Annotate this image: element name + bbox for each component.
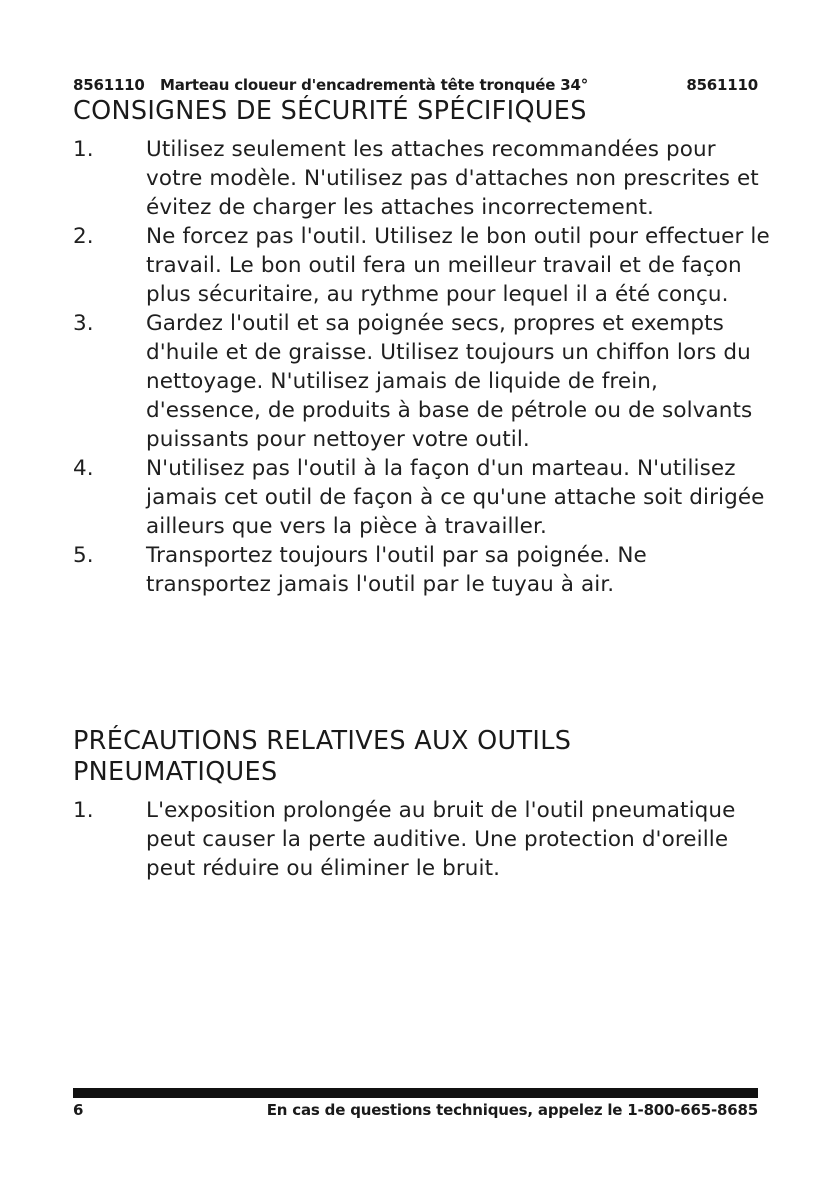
list-item <box>73 541 773 599</box>
list-item-number: 3. <box>73 311 94 336</box>
page-footer <box>73 1101 758 1123</box>
list-item-text: Utilisez seulement les attaches recommandées pour votre modèle. N'utilisez pas d'attaches non prescrites et évitez de charger les attaches incorrectement. <box>146 137 759 220</box>
footer-divider <box>73 1088 758 1098</box>
list-item <box>73 135 773 222</box>
section-title-specific-safety: CONSIGNES DE SÉCURITÉ SPÉCIFIQUES <box>73 96 587 126</box>
list-item <box>73 309 773 454</box>
list-item-number: 2. <box>73 224 94 249</box>
list-item-number: 1. <box>73 798 94 823</box>
page-header <box>73 76 758 96</box>
footer-contact-text: En cas de questions techniques, appelez le 1-800-665-8685 <box>266 1101 758 1119</box>
list-item <box>73 222 773 309</box>
list-item <box>73 796 773 883</box>
list-item-text: Ne forcez pas l'outil. Utilisez le bon outil pour effectuer le travail. Le bon outil fera un meilleur travail et de façon plus sécuritaire, au rythme pour lequel il a été conçu. <box>146 224 770 307</box>
list-item <box>73 454 773 541</box>
list-item-text: Transportez toujours l'outil par sa poignée. Ne transportez jamais l'outil par le tuyau à air. <box>146 543 647 597</box>
list-item-text: N'utilisez pas l'outil à la façon d'un marteau. N'utilisez jamais cet outil de façon à ce qu'une attache soit dirigée ailleurs que vers la pièce à travailler. <box>146 456 765 539</box>
list-item-number: 1. <box>73 137 94 162</box>
list-item-number: 5. <box>73 543 94 568</box>
list-item-text: Gardez l'outil et sa poignée secs, propres et exempts d'huile et de graisse. Utilisez toujours un chiffon lors du nettoyage. N'utilisez jamais de liquide de frein, d'essence, de produits à base de pétrole ou de solvants puissants pour nettoyer votre outil. <box>146 311 753 452</box>
page-number: 6 <box>73 1101 84 1119</box>
list-item-text: L'exposition prolongée au bruit de l'outil pneumatique peut causer la perte auditive. Une protection d'oreille peut réduire ou éliminer le bruit. <box>146 798 736 881</box>
section-title-pneumatic-precautions: PRÉCAUTIONS RELATIVES AUX OUTILS PNEUMATIQUES <box>73 726 572 787</box>
header-product-code-left: 8561110 <box>73 76 145 94</box>
header-product-title: Marteau cloueur d'encadrementà tête tronquée 34° <box>160 76 589 94</box>
header-product-code-right: 8561110 <box>686 76 758 94</box>
pneumatic-precautions-list <box>73 796 773 883</box>
specific-safety-list <box>73 135 773 599</box>
list-item-number: 4. <box>73 456 94 481</box>
